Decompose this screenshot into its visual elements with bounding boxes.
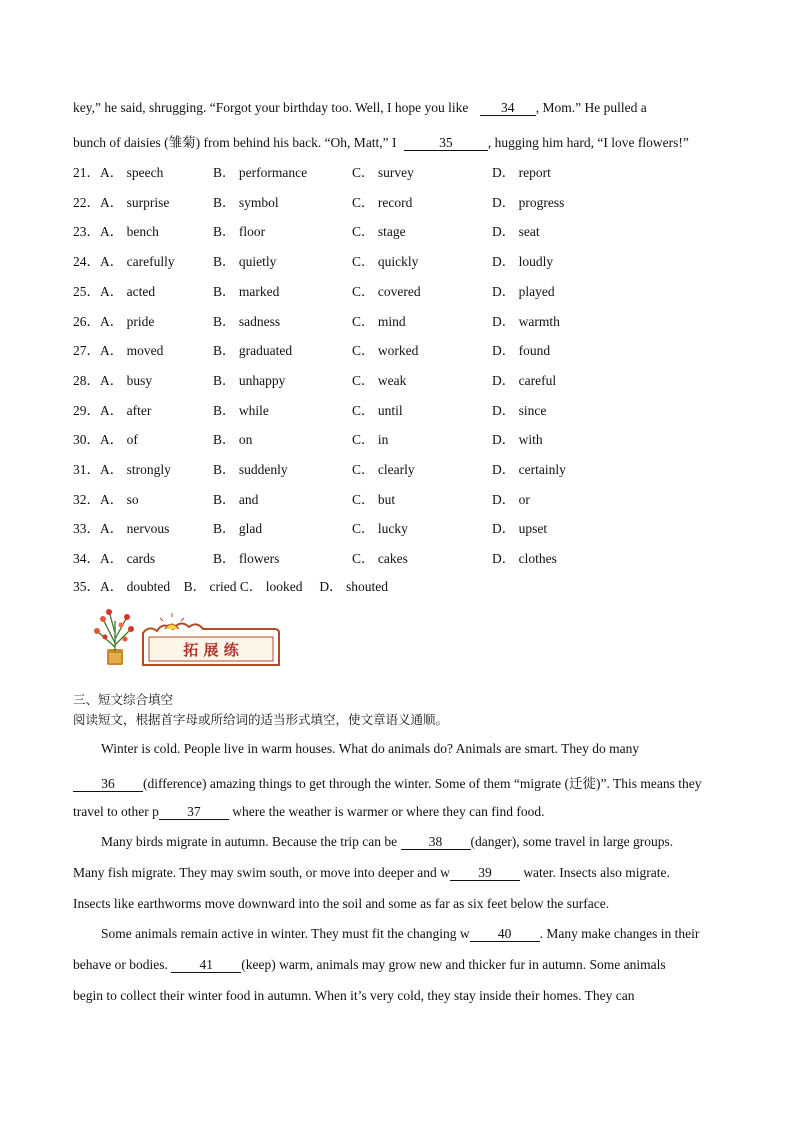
option-a[interactable] <box>73 458 171 478</box>
option-text: A． strongly <box>100 462 171 477</box>
blank-number: 34 <box>500 100 515 115</box>
p2-line-2 <box>73 865 733 881</box>
option-text: A． cards <box>100 551 156 567</box>
option-a[interactable] <box>73 339 163 359</box>
passage-text: (difference) amazing things to get through the winter. Some of them “migrate (迁徙)”. This means they <box>143 776 702 791</box>
question-number: 32． <box>73 491 100 507</box>
option-d[interactable]: D． found <box>492 343 551 359</box>
question-row <box>73 458 753 476</box>
option-a[interactable] <box>73 220 159 240</box>
option-text: A． so <box>100 491 139 507</box>
question-number: 29． <box>73 402 100 418</box>
blank-41[interactable] <box>171 958 241 973</box>
option-c[interactable]: C． weak <box>352 372 407 388</box>
option-c[interactable]: C． worked <box>352 343 419 359</box>
option-d[interactable]: D． with <box>492 432 543 448</box>
blank-number: 35 <box>439 135 453 150</box>
option-d[interactable]: D． since <box>492 402 547 418</box>
option-d[interactable]: D． seat <box>492 224 540 240</box>
p2-line-3 <box>73 896 733 912</box>
passage-text: where the weather is warmer or where they can find food. <box>228 804 545 819</box>
passage-text: , hugging him hard, “I love flowers!” <box>487 135 689 150</box>
option-text: A． of <box>100 432 138 448</box>
option-a[interactable] <box>73 369 152 389</box>
option-text: A． busy <box>100 372 153 388</box>
option-b[interactable]: B． symbol <box>213 194 279 210</box>
question-number: 22． <box>73 194 100 210</box>
question-row <box>73 220 753 238</box>
option-c[interactable]: C． survey <box>352 165 414 180</box>
section-3-heading <box>73 690 173 708</box>
passage-text: Winter is cold. People live in warm houses. What do animals do? Animals are smart. They do many <box>101 741 640 756</box>
option-b[interactable]: B． glad <box>213 521 263 537</box>
passage-text: behave or bodies. <box>73 957 168 972</box>
question-number: 33． <box>73 521 100 537</box>
passage-text: key,” he said, shrugging. “Forgot your birthday too. Well, I hope you like <box>73 100 469 115</box>
section-heading-text: 三、短文综合填空 <box>73 692 174 707</box>
option-b[interactable]: B． and <box>213 491 259 507</box>
question-row <box>73 399 753 417</box>
blank-39[interactable] <box>450 866 520 881</box>
p1-line-3 <box>73 804 733 820</box>
option-c[interactable]: C． record <box>352 194 413 210</box>
question-number: 24． <box>73 254 100 270</box>
option-d[interactable]: D． certainly <box>492 462 566 477</box>
option-c[interactable]: C． until <box>352 402 403 418</box>
option-d[interactable]: D． progress <box>492 194 565 210</box>
option-text: A． surprise <box>100 194 170 210</box>
option-c[interactable]: C． in <box>352 432 389 448</box>
passage-text: . Many make changes in their <box>539 926 700 941</box>
question-35-options: 35．A． doubted B． cried C． looked D． shouted <box>73 579 388 594</box>
option-a[interactable] <box>73 161 163 181</box>
option-c[interactable]: C． stage <box>352 224 406 240</box>
blank-34[interactable] <box>480 101 536 116</box>
question-row <box>73 250 753 268</box>
question-number: 31． <box>73 462 100 477</box>
option-a[interactable] <box>73 547 155 567</box>
option-b[interactable]: B． floor <box>213 224 266 240</box>
passage-text: bunch of daisies (雏菊) from behind his back. “Oh, Matt,” I <box>73 135 397 150</box>
option-c[interactable]: C． lucky <box>352 521 408 537</box>
option-a[interactable] <box>73 517 169 537</box>
banner-title: 拓 展 练 <box>183 641 239 659</box>
option-text: A． pride <box>100 313 155 329</box>
p3-line-1 <box>101 926 761 942</box>
option-b[interactable]: B． flowers <box>213 551 280 567</box>
question-35 <box>73 575 388 595</box>
passage-line-1 <box>73 100 647 116</box>
passage-text: (danger), some travel in large groups. <box>470 834 674 849</box>
option-text: A． after <box>100 402 152 418</box>
blank-number: 37 <box>187 804 201 819</box>
question-number: 34． <box>73 551 100 567</box>
question-row <box>73 428 753 446</box>
blank-38[interactable] <box>401 835 471 850</box>
flower-pot-icon <box>94 609 134 665</box>
question-row <box>73 339 753 357</box>
passage-text: Insects like earthworms move downward into the soil and some as far as six feet below the surface. <box>73 896 610 911</box>
question-row <box>73 161 753 179</box>
option-b[interactable]: B． performance <box>213 165 308 180</box>
option-c[interactable]: C． clearly <box>352 462 415 477</box>
passage-text: begin to collect their winter food in autumn. When it’s very cold, they stay inside their homes. They can <box>73 988 635 1003</box>
option-d[interactable]: D． loudly <box>492 254 554 270</box>
passage-text: (keep) warm, animals may grow new and thicker fur in autumn. Some animals <box>241 957 666 972</box>
question-row <box>73 280 753 298</box>
instruction-text: 阅读短文，根据首字母或所给词的适当形式填空，使文章语义通顺。 <box>73 712 449 727</box>
option-b[interactable]: B． on <box>213 432 253 448</box>
passage-text: Many birds migrate in autumn. Because the trip can be <box>101 834 398 849</box>
passage-text: , Mom.” He pulled a <box>535 100 647 115</box>
blank-36[interactable] <box>73 777 143 792</box>
p2-line-1 <box>101 834 761 850</box>
question-row <box>73 369 753 387</box>
option-d[interactable]: D． warmth <box>492 313 560 329</box>
option-b[interactable]: B． unhappy <box>213 372 286 388</box>
option-b[interactable]: B． marked <box>213 283 280 299</box>
option-b[interactable]: B． sadness <box>213 313 281 329</box>
question-number: 23． <box>73 224 100 240</box>
option-a[interactable] <box>73 488 139 508</box>
option-a[interactable] <box>73 191 169 211</box>
question-number: 21． <box>73 165 100 180</box>
blank-40[interactable] <box>470 927 540 942</box>
option-d[interactable]: D． played <box>492 283 555 299</box>
option-text: A． acted <box>100 283 156 299</box>
passage-text: Some animals remain active in winter. They must fit the changing w <box>101 926 470 941</box>
option-text: A． moved <box>100 343 164 359</box>
blank-37[interactable] <box>159 805 229 820</box>
option-d[interactable]: D． clothes <box>492 551 557 567</box>
option-a[interactable] <box>73 399 151 419</box>
option-b[interactable]: B． while <box>213 402 269 418</box>
p3-line-2 <box>73 957 733 973</box>
blank-number: 36 <box>101 776 115 791</box>
question-number: 25． <box>73 283 100 299</box>
option-c[interactable]: C． cakes <box>352 551 408 567</box>
question-number: 28． <box>73 372 100 388</box>
question-number: 26． <box>73 313 100 329</box>
option-c[interactable]: C． covered <box>352 283 421 299</box>
blank-35[interactable] <box>404 136 488 151</box>
question-row <box>73 547 753 565</box>
passage-text: travel to other p <box>73 804 159 819</box>
passage-text: water. Insects also migrate. <box>519 865 670 880</box>
option-text: A． nervous <box>100 521 170 537</box>
blank-number: 40 <box>497 926 512 941</box>
section-3-instruction <box>73 710 448 728</box>
extension-practice-banner <box>85 603 281 673</box>
p1-line-1 <box>101 741 761 757</box>
blank-number: 39 <box>478 865 492 880</box>
option-text: A． bench <box>100 224 159 240</box>
p1-line-2 <box>73 772 733 792</box>
option-d[interactable]: D． upset <box>492 521 548 537</box>
option-a[interactable] <box>73 250 175 270</box>
blank-number: 41 <box>199 957 213 972</box>
option-d[interactable]: D． or <box>492 491 530 507</box>
option-c[interactable]: C． mind <box>352 313 406 329</box>
question-row <box>73 191 753 209</box>
option-a[interactable] <box>73 280 155 300</box>
question-row <box>73 488 753 506</box>
option-d[interactable]: D． report <box>492 165 551 180</box>
blank-number: 38 <box>428 834 443 849</box>
option-c[interactable]: C． but <box>352 491 396 507</box>
option-b[interactable]: B． suddenly <box>213 462 288 477</box>
question-row <box>73 310 753 328</box>
option-a[interactable] <box>73 428 138 448</box>
question-row <box>73 517 753 535</box>
option-text: A． carefully <box>100 254 175 270</box>
option-a[interactable] <box>73 310 154 330</box>
option-b[interactable]: B． quietly <box>213 254 277 270</box>
option-c[interactable]: C． quickly <box>352 254 419 270</box>
option-d[interactable]: D． careful <box>492 372 557 388</box>
question-number: 30． <box>73 432 100 448</box>
option-text: A． speech <box>100 165 164 180</box>
p3-line-3 <box>73 988 733 1004</box>
passage-text: Many fish migrate. They may swim south, or move into deeper and w <box>73 865 450 880</box>
option-b[interactable]: B． graduated <box>213 343 293 359</box>
question-number: 27． <box>73 343 100 359</box>
passage-line-2 <box>73 131 689 151</box>
